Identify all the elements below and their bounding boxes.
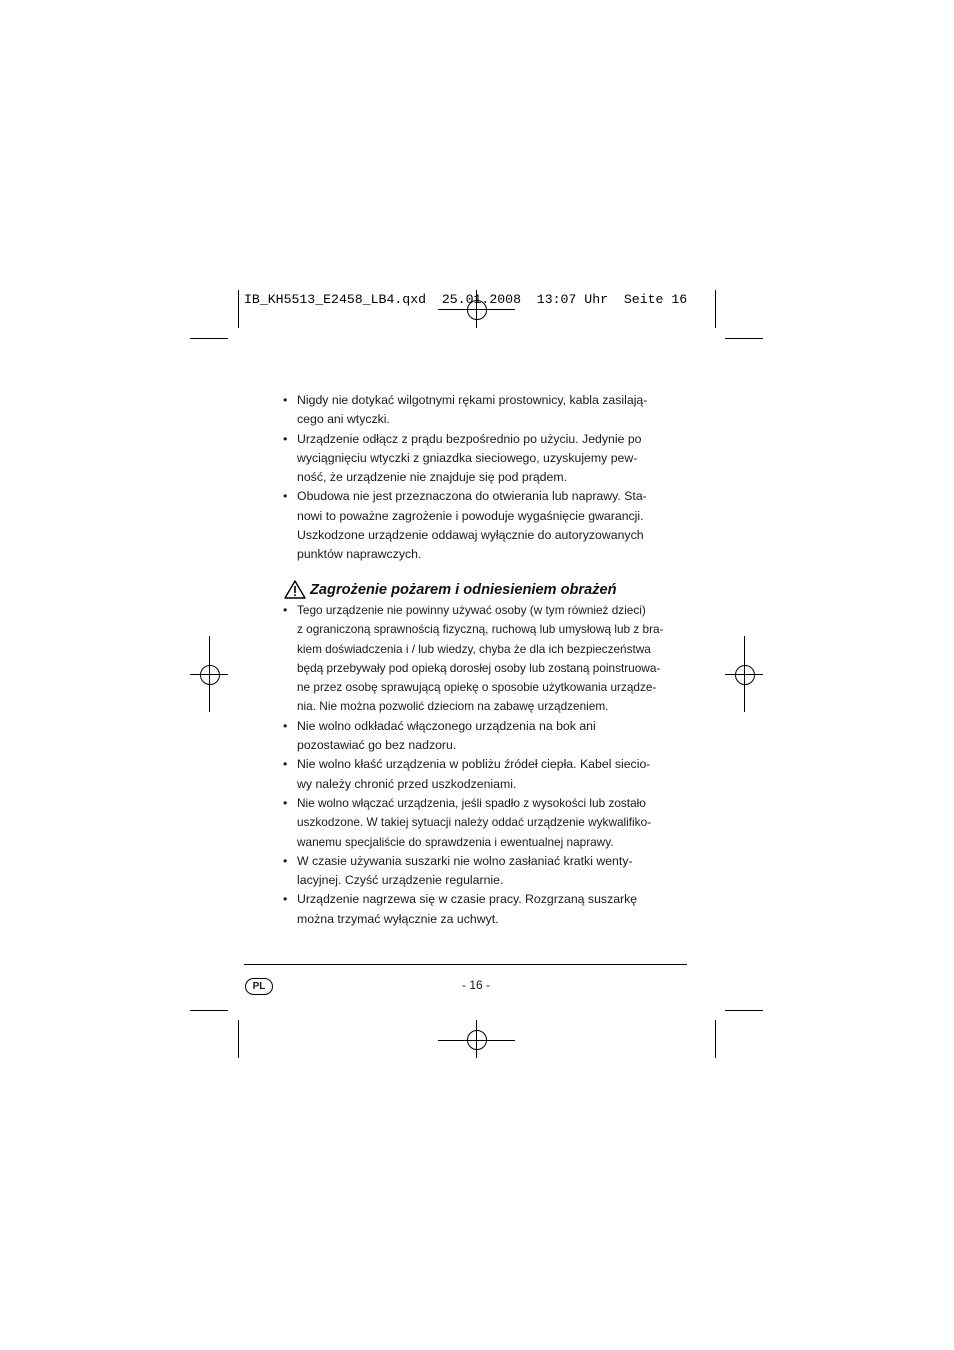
list-item-text: W czasie używania suszarki nie wolno zasłaniać kratki wenty- lacyjnej. Czyść urządzenie regularnie.	[297, 853, 633, 888]
list-item-text: Nie wolno kłaść urządzenia w pobliżu źródeł ciepła. Kabel siecio- wy należy chronić przed uszkodzeniami.	[297, 757, 651, 791]
registration-circle	[735, 665, 755, 685]
list-item-text: Nie wolno włączać urządzenia, jeśli spadło z wysokości lub zostało uszkodzone. W takiej sytuacji należy oddać urządzenie wykwalifiko- wanemu specjaliście do sprawdzenia i ewentualnej naprawy.	[297, 795, 652, 849]
list-item	[283, 852, 675, 891]
bullet: •	[283, 718, 288, 733]
list-item	[283, 890, 675, 929]
section-heading-text: Zagrożenie pożarem i odniesieniem obrażeń	[310, 581, 617, 598]
bullet: •	[283, 431, 288, 446]
bullet: •	[283, 853, 288, 868]
safety-list-2	[283, 601, 675, 929]
footer-rule	[244, 964, 687, 965]
list-item-text: Nigdy nie dotykać wilgotnymi rękami prostownicy, kabla zasilają- cego ani wtyczki.	[297, 393, 648, 427]
crop-mark	[715, 290, 716, 328]
print-header: IB_KH5513_E2458_LB4.qxd 25.01.2008 13:07 Uhr Seite 16	[244, 292, 688, 307]
list-item	[283, 717, 675, 756]
bullet: •	[283, 892, 288, 907]
list-item	[283, 487, 675, 564]
language-badge: PL	[245, 978, 273, 995]
section-heading	[284, 580, 617, 599]
bullet: •	[283, 489, 288, 504]
list-item-text: Tego urządzenie nie powinny używać osoby (w tym również dzieci) z ograniczoną sprawnością fizyczną, ruchową lub umysłową lub z bra- kiem doświadczenia i / lub wiedzy, chyba że dla ich bezpieczeństwa będą przebywały pod opieką dorosłej osoby lub zostaną poinstruowa- ne przez osobę sprawującą opiekę o sposobie użytkowania urządze- nia. Nie można pozwolić dzieciom na zabawę urządzeniem.	[297, 603, 664, 714]
bullet: •	[283, 393, 288, 407]
registration-circle	[200, 665, 220, 685]
crop-mark	[238, 290, 239, 328]
list-item	[283, 391, 675, 430]
page-number: - 16 -	[461, 978, 490, 992]
crop-mark	[725, 338, 763, 339]
list-item-text: Urządzenie nagrzewa się w czasie pracy. Rozgrzaną suszarkę można trzymać wyłącznie za uchwyt.	[297, 892, 638, 926]
crop-mark	[715, 1020, 716, 1058]
crop-mark	[238, 1020, 239, 1058]
list-item-text: Urządzenie odłącz z prądu bezpośrednio po użyciu. Jedynie po wyciągnięciu wtyczki z gniazdka sieciowego, uzyskujemy pew- ność, że urządzenie nie znajduje się pod prądem.	[297, 431, 642, 485]
crop-mark	[725, 1010, 763, 1011]
warning-triangle-icon	[284, 580, 306, 599]
list-item-text: Obudowa nie jest przeznaczona do otwierania lub naprawy. Sta- nowi to poważne zagrożenie i powoduje wygaśnięcie gwarancji. Uszkodzone urządzenie oddawaj wyłącznie do autoryzowanych punktów naprawczych.	[297, 489, 647, 562]
bullet: •	[283, 757, 288, 772]
crop-mark	[190, 338, 228, 339]
bullet: •	[283, 603, 288, 617]
list-item	[283, 430, 675, 488]
bullet: •	[283, 795, 288, 810]
crop-mark	[190, 1010, 228, 1011]
list-item	[283, 755, 675, 794]
safety-list-1	[283, 391, 675, 565]
registration-circle	[467, 1030, 487, 1050]
list-item	[283, 794, 675, 852]
list-item-text: Nie wolno odkładać włączonego urządzenia na bok ani pozostawiać go bez nadzoru.	[297, 718, 596, 753]
list-item	[283, 601, 675, 717]
